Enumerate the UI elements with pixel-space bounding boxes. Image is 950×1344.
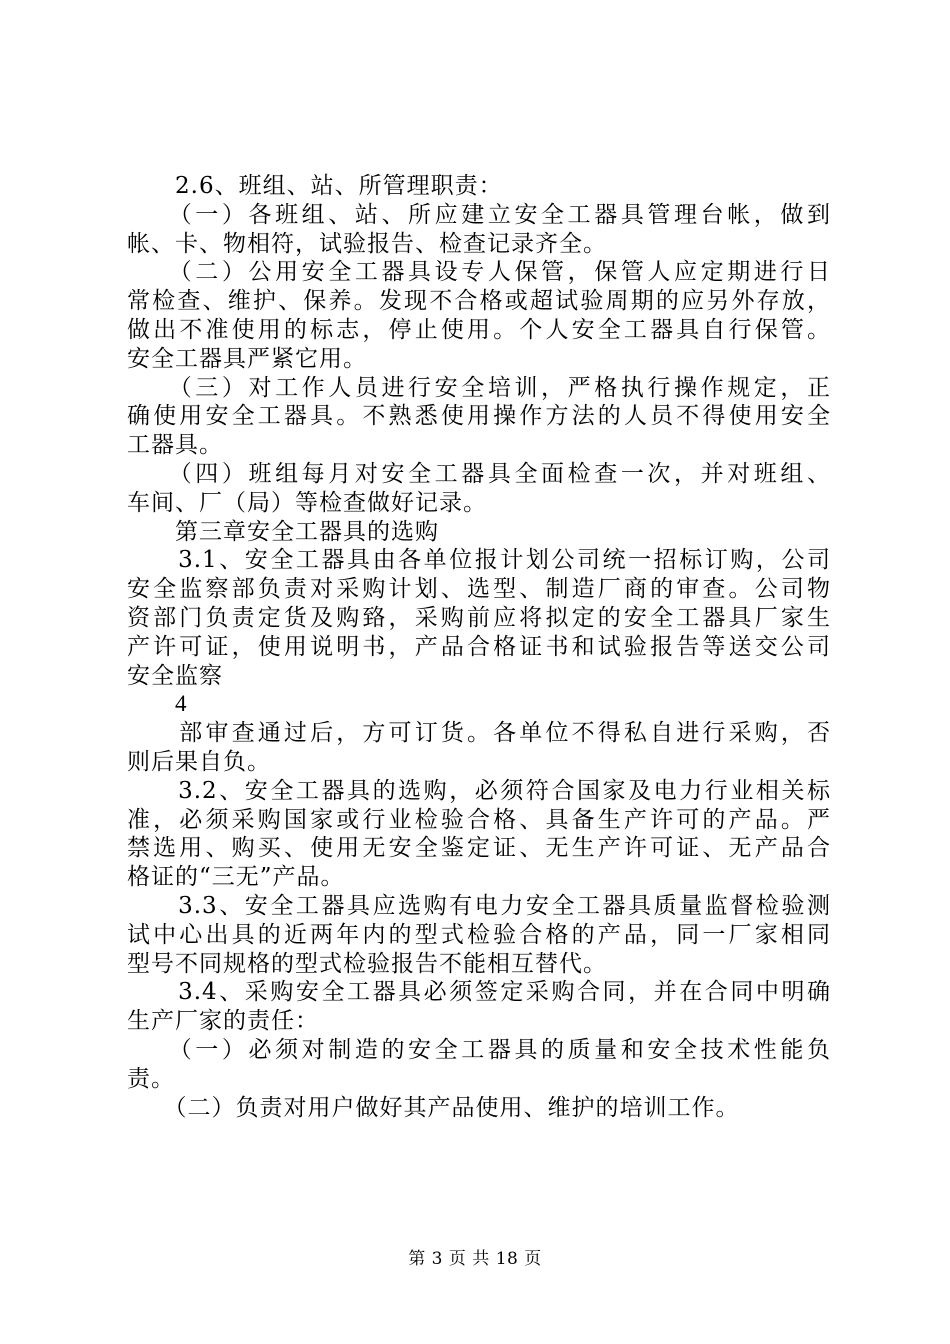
text-line: 车间、厂（局）等检查做好记录。 bbox=[127, 489, 487, 516]
text-line: 生产厂家的责任： bbox=[127, 1008, 319, 1035]
text-line: 3.3、安全工器具应选购有电力安全工器具质量监督检验测 bbox=[127, 892, 831, 919]
text-line: （一）必须对制造的安全工器具的质量和安全技术性能负 bbox=[127, 1036, 831, 1063]
inline-page-number: 4 bbox=[127, 691, 188, 717]
text-line: 安全工器具严紧它用。 bbox=[127, 345, 367, 372]
text-line: （二）负责对用户做好其产品使用、维护的培训工作。 bbox=[127, 1094, 740, 1121]
text-line: 3.1、安全工器具由各单位报计划公司统一招标订购，公司 bbox=[127, 547, 831, 574]
text-line: 3.2、安全工器具的选购，必须符合国家及电力行业相关标 bbox=[127, 777, 831, 804]
text-line: 确使用安全工器具。不熟悉使用操作方法的人员不得使用安全 bbox=[127, 403, 831, 430]
text-line: 常检查、维护、保养。发现不合格或超试验周期的应另外存放， bbox=[127, 288, 831, 315]
chapter-heading: 第三章安全工器具的选购 bbox=[127, 518, 439, 545]
document-body bbox=[127, 172, 831, 1122]
text-line: 格证的“三无”产品。 bbox=[127, 864, 345, 891]
text-line: 安全监察 bbox=[127, 662, 223, 689]
text-line: （四）班组每月对安全工器具全面检查一次，并对班组、 bbox=[127, 460, 831, 487]
text-line: 型号不同规格的型式检验报告不能相互替代。 bbox=[127, 950, 607, 977]
text-line: 资部门负责定货及购臵，采购前应将拟定的安全工器具厂家生 bbox=[127, 604, 831, 631]
text-line: 安全监察部负责对采购计划、选型、制造厂商的审查。公司物 bbox=[127, 576, 831, 603]
text-line: 帐、卡、物相符，试验报告、检查记录齐全。 bbox=[127, 230, 607, 257]
text-line: 责。 bbox=[127, 1065, 175, 1092]
text-line: 则后果自负。 bbox=[127, 748, 271, 775]
text-line: （二）公用安全工器具设专人保管，保管人应定期进行日 bbox=[127, 259, 831, 286]
text-line: 产许可证，使用说明书，产品合格证书和试验报告等送交公司 bbox=[127, 633, 831, 660]
text-line: 部审查通过后，方可订货。各单位不得私自进行采购，否 bbox=[127, 720, 831, 747]
text-line: （三）对工作人员进行安全培训，严格执行操作规定，正 bbox=[127, 374, 831, 401]
text-line: 工器具。 bbox=[127, 432, 223, 459]
text-line: 准，必须采购国家或行业检验合格、具备生产许可的产品。严 bbox=[127, 806, 831, 833]
text-line: 3.4、采购安全工器具必须签定采购合同，并在合同中明确 bbox=[127, 979, 831, 1006]
text-line: 试中心出具的近两年内的型式检验合格的产品，同一厂家相同 bbox=[127, 921, 831, 948]
text-line: 2.6、班组、站、所管理职责： bbox=[127, 173, 503, 199]
text-line: 禁选用、购买、使用无安全鉴定证、无生产许可证、无产品合 bbox=[127, 835, 831, 862]
page-footer: 第 3 页 共 18 页 bbox=[408, 1249, 542, 1269]
text-line: （一）各班组、站、所应建立安全工器具管理台帐，做到 bbox=[127, 201, 831, 228]
text-line: 做出不准使用的标志，停止使用。个人安全工器具自行保管。 bbox=[127, 316, 831, 343]
